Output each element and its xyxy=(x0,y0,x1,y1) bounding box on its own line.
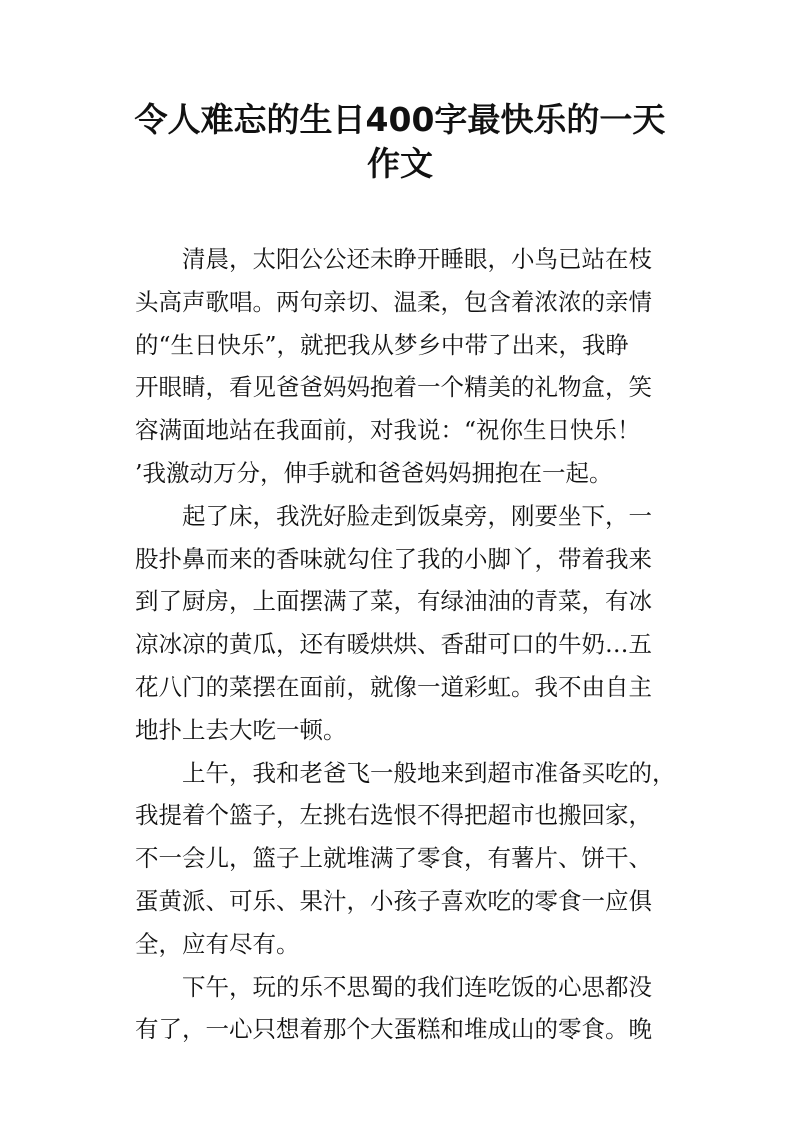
text-line: 股扑鼻而来的香味就勾住了我的小脚丫，带着我来 xyxy=(135,544,652,573)
text-line: ’我激动万分，伸手就和爸爸妈妈拥抱在一起。 xyxy=(135,458,613,487)
text-line: 地扑上去大吃一顿。 xyxy=(135,715,347,744)
text-line: 凉冰凉的黄瓜，还有暖烘烘、香甜可口的牛奶…五 xyxy=(135,630,652,659)
text-line: 起了床，我洗好脸走到饭桌旁，刚要坐下，一 xyxy=(182,501,652,530)
text-line: 容满面地站在我面前，对我说：“祝你生日快乐！ xyxy=(135,416,641,445)
text-line: 到了厨房，上面摆满了菜，有绿油油的青菜，有冰 xyxy=(135,587,652,616)
text-line: 不一会儿，篮子上就堆满了零食，有薯片、饼干、 xyxy=(135,844,652,873)
text-line: 清晨，太阳公公还未睁开睡眼，小鸟已站在枝 xyxy=(182,245,652,273)
text-line: 下午，玩的乐不思蜀的我们连吃饭的心思都没 xyxy=(182,972,652,1001)
text-line: 花八门的菜摆在面前，就像一道彩虹。我不由自主 xyxy=(135,672,652,701)
article-body xyxy=(135,238,675,1051)
paragraph-1 xyxy=(135,238,675,495)
document-title xyxy=(90,98,710,186)
text-line: 我提着个篮子，左挑右选恨不得把超市也搬回家， xyxy=(135,801,652,830)
text-line: 蛋黄派、可乐、果汁，小孩子喜欢吃的零食一应俱 xyxy=(135,886,652,915)
title-line: 作文 xyxy=(367,144,433,183)
text-line: 的“生日快乐”，就把我从梦乡中带了出来，我睁 xyxy=(135,330,630,359)
text-line: 头高声歌唱。两句亲切、温柔，包含着浓浓的亲情 xyxy=(135,287,652,316)
text-line: 有了，一心只想着那个大蛋糕和堆成山的零食。晚 xyxy=(135,1015,652,1044)
text-line: 全，应有尽有。 xyxy=(135,929,300,958)
paragraph-3 xyxy=(135,752,675,966)
text-line: 上午，我和老爸飞一般地来到超市准备买吃的， xyxy=(182,758,676,787)
text-line: 开眼睛，看见爸爸妈妈抱着一个精美的礼物盒，笑 xyxy=(135,373,652,402)
title-line: 令人难忘的生日400字最快乐的一天 xyxy=(134,100,666,139)
paragraph-2 xyxy=(135,495,675,752)
paragraph-4 xyxy=(135,966,675,1052)
